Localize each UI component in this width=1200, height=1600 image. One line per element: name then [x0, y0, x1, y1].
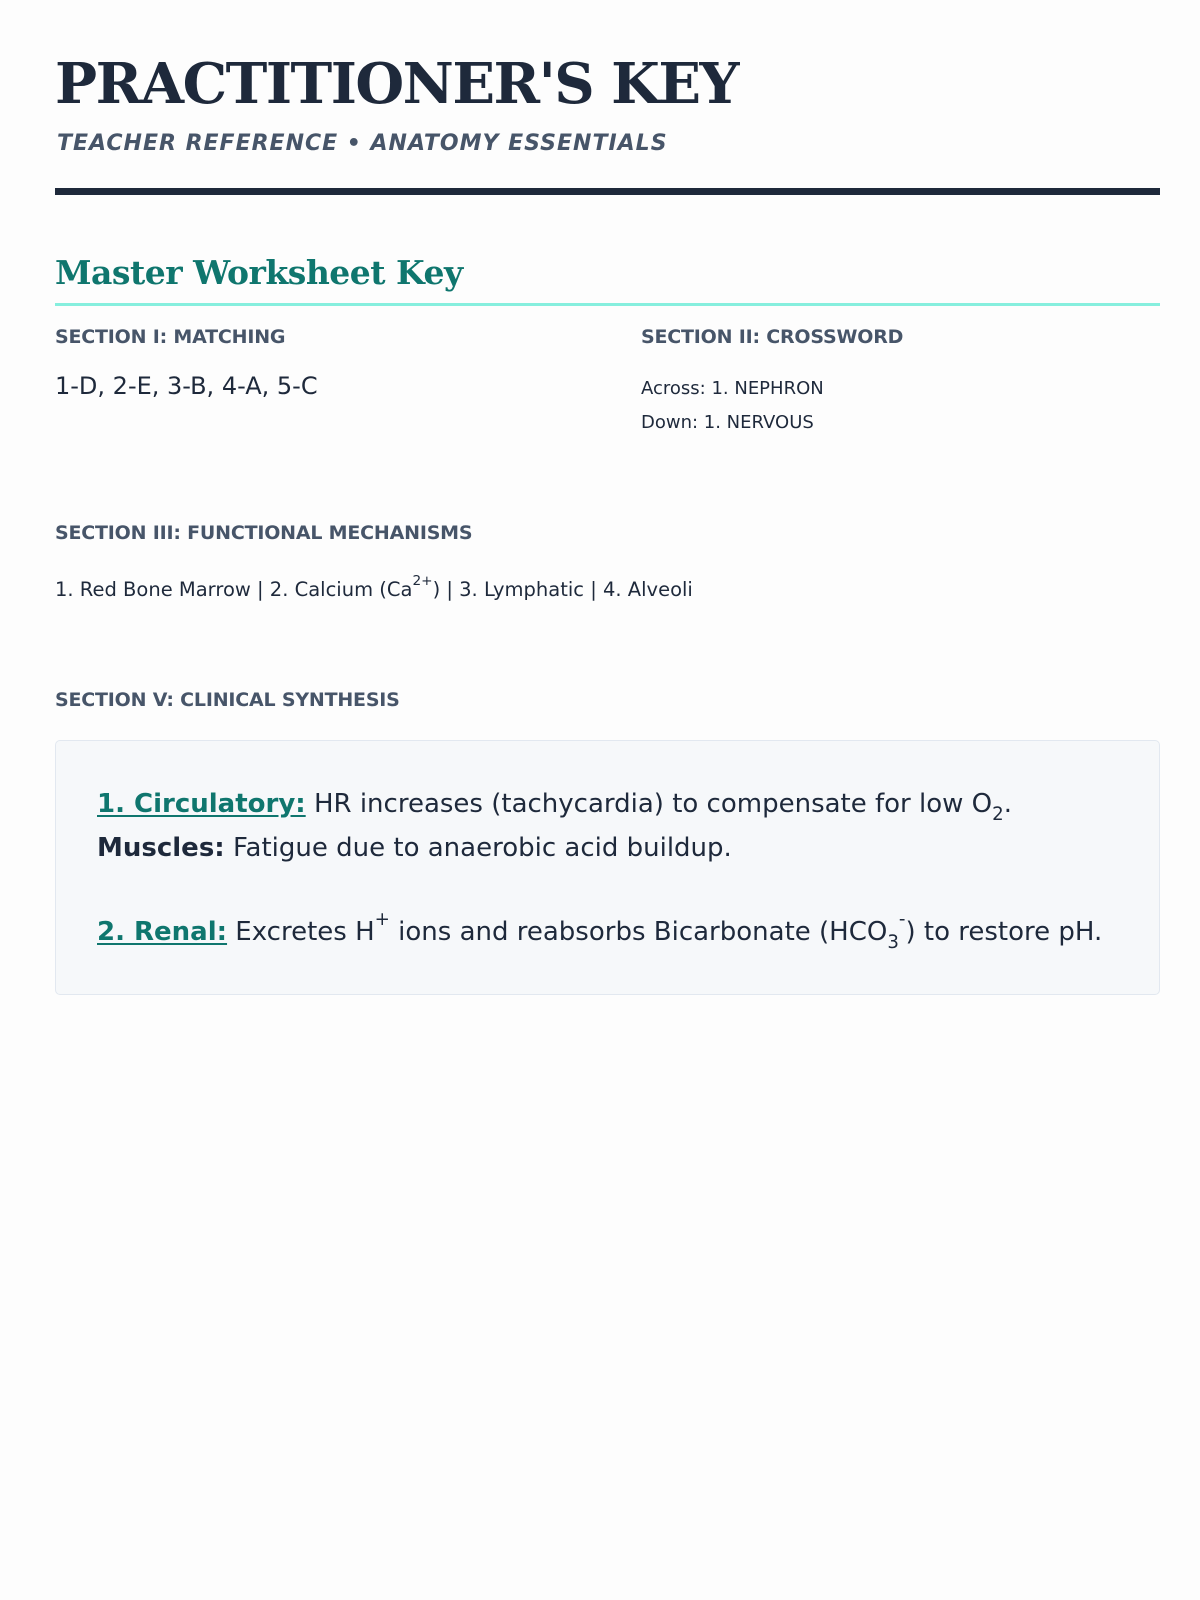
heading-divider: [55, 303, 1160, 306]
section-1-label: SECTION I: MATCHING: [55, 326, 286, 348]
section-heading: Master Worksheet Key: [55, 253, 463, 292]
mechanisms-text-2: ) | 3. Lymphatic | 4. Alveoli: [432, 578, 693, 601]
section-5-label: SECTION V: CLINICAL SYNTHESIS: [55, 689, 400, 711]
header-divider: [55, 188, 1160, 195]
renal-text-a: Excretes H: [227, 917, 375, 947]
renal-link[interactable]: 2. Renal:: [97, 917, 228, 947]
clinical-synthesis-box: [55, 740, 1160, 995]
page-subtitle: TEACHER REFERENCE • ANATOMY ESSENTIALS: [57, 131, 668, 156]
clinical-item-renal: [97, 910, 1127, 954]
hydrogen-charge: +: [374, 909, 390, 931]
renal-text-b: ions and reabsorbs Bicarbonate (HCO: [389, 917, 888, 947]
page-title: PRACTITIONER'S KEY: [55, 51, 739, 117]
bicarbonate-subscript: 3: [887, 932, 899, 954]
calcium-charge: 2+: [412, 573, 433, 590]
matching-answers: 1-D, 2-E, 3-B, 4-A, 5-C: [55, 372, 318, 400]
bicarbonate-charge: -: [898, 909, 906, 931]
crossword-across: Across: 1. NEPHRON: [641, 378, 824, 399]
mechanisms-answers: [55, 573, 693, 601]
circulatory-text-b: .: [1003, 789, 1012, 819]
mechanisms-text-1: 1. Red Bone Marrow | 2. Calcium (Ca: [55, 578, 413, 601]
crossword-down: Down: 1. NERVOUS: [641, 412, 814, 433]
clinical-item-circulatory: [97, 782, 1127, 870]
circulatory-link[interactable]: 1. Circulatory:: [97, 789, 306, 819]
muscles-label: Muscles:: [97, 833, 225, 863]
oxygen-subscript: 2: [992, 804, 1004, 826]
section-2-label: SECTION II: CROSSWORD: [641, 326, 904, 348]
renal-text-c: ) to restore pH.: [905, 917, 1103, 947]
circulatory-text-c: Fatigue due to anaerobic acid buildup.: [224, 833, 732, 863]
section-3-label: SECTION III: FUNCTIONAL MECHANISMS: [55, 522, 473, 544]
circulatory-text-a: HR increases (tachycardia) to compensate for low O: [305, 789, 993, 819]
